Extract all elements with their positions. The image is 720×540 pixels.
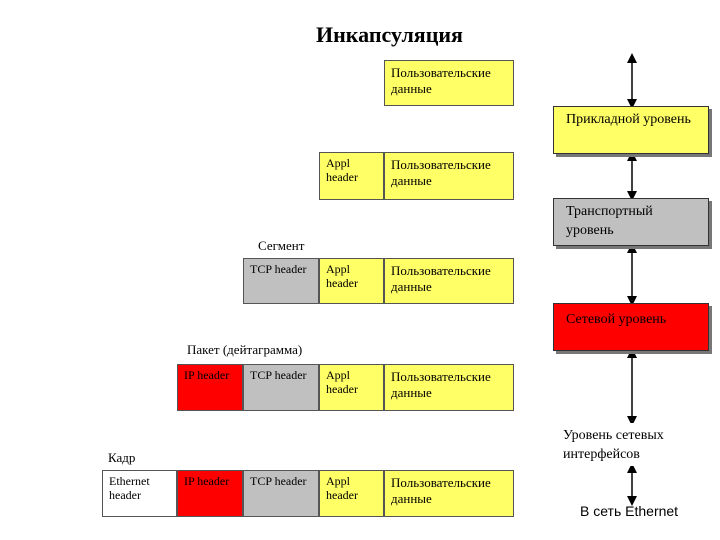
interface-layer-box: Уровень сетевых интерфейсов	[553, 423, 709, 466]
packet-label: Пакет (дейтаграмма)	[187, 342, 303, 357]
tcp-header-box: TCP header	[243, 258, 319, 304]
appl-header-box: Appl header	[319, 258, 384, 304]
user-data-box: Пользовательские данные	[384, 470, 514, 517]
tcp-header-box: TCP header	[243, 364, 319, 411]
user-data-box: Пользовательские данные	[384, 152, 514, 200]
transport-layer-box: Транспортный уровень	[553, 198, 709, 246]
user-data-box: Пользовательские данные	[384, 258, 514, 304]
network-layer-box: Сетевой уровень	[553, 303, 709, 351]
diagram-title: Инкапсуляция	[316, 22, 463, 47]
appl-header-box: Appl header	[319, 470, 384, 517]
ip-header-box: IP header	[177, 470, 243, 517]
ip-header-box: IP header	[177, 364, 243, 411]
segment-label: Сегмент	[258, 238, 305, 253]
appl-header-box: Appl header	[319, 152, 384, 200]
appl-header-box: Appl header	[319, 364, 384, 411]
frame-label: Кадр	[108, 450, 136, 465]
ethernet-header-box: Ethernet header	[102, 470, 177, 517]
user-data-box: Пользовательские данные	[384, 364, 514, 411]
user-data-box: Пользовательские данные	[384, 60, 514, 106]
ethernet-network-label: В сеть Ethernet	[580, 503, 679, 519]
tcp-header-box: TCP header	[243, 470, 319, 517]
application-layer-box: Прикладной уровень	[553, 106, 709, 154]
